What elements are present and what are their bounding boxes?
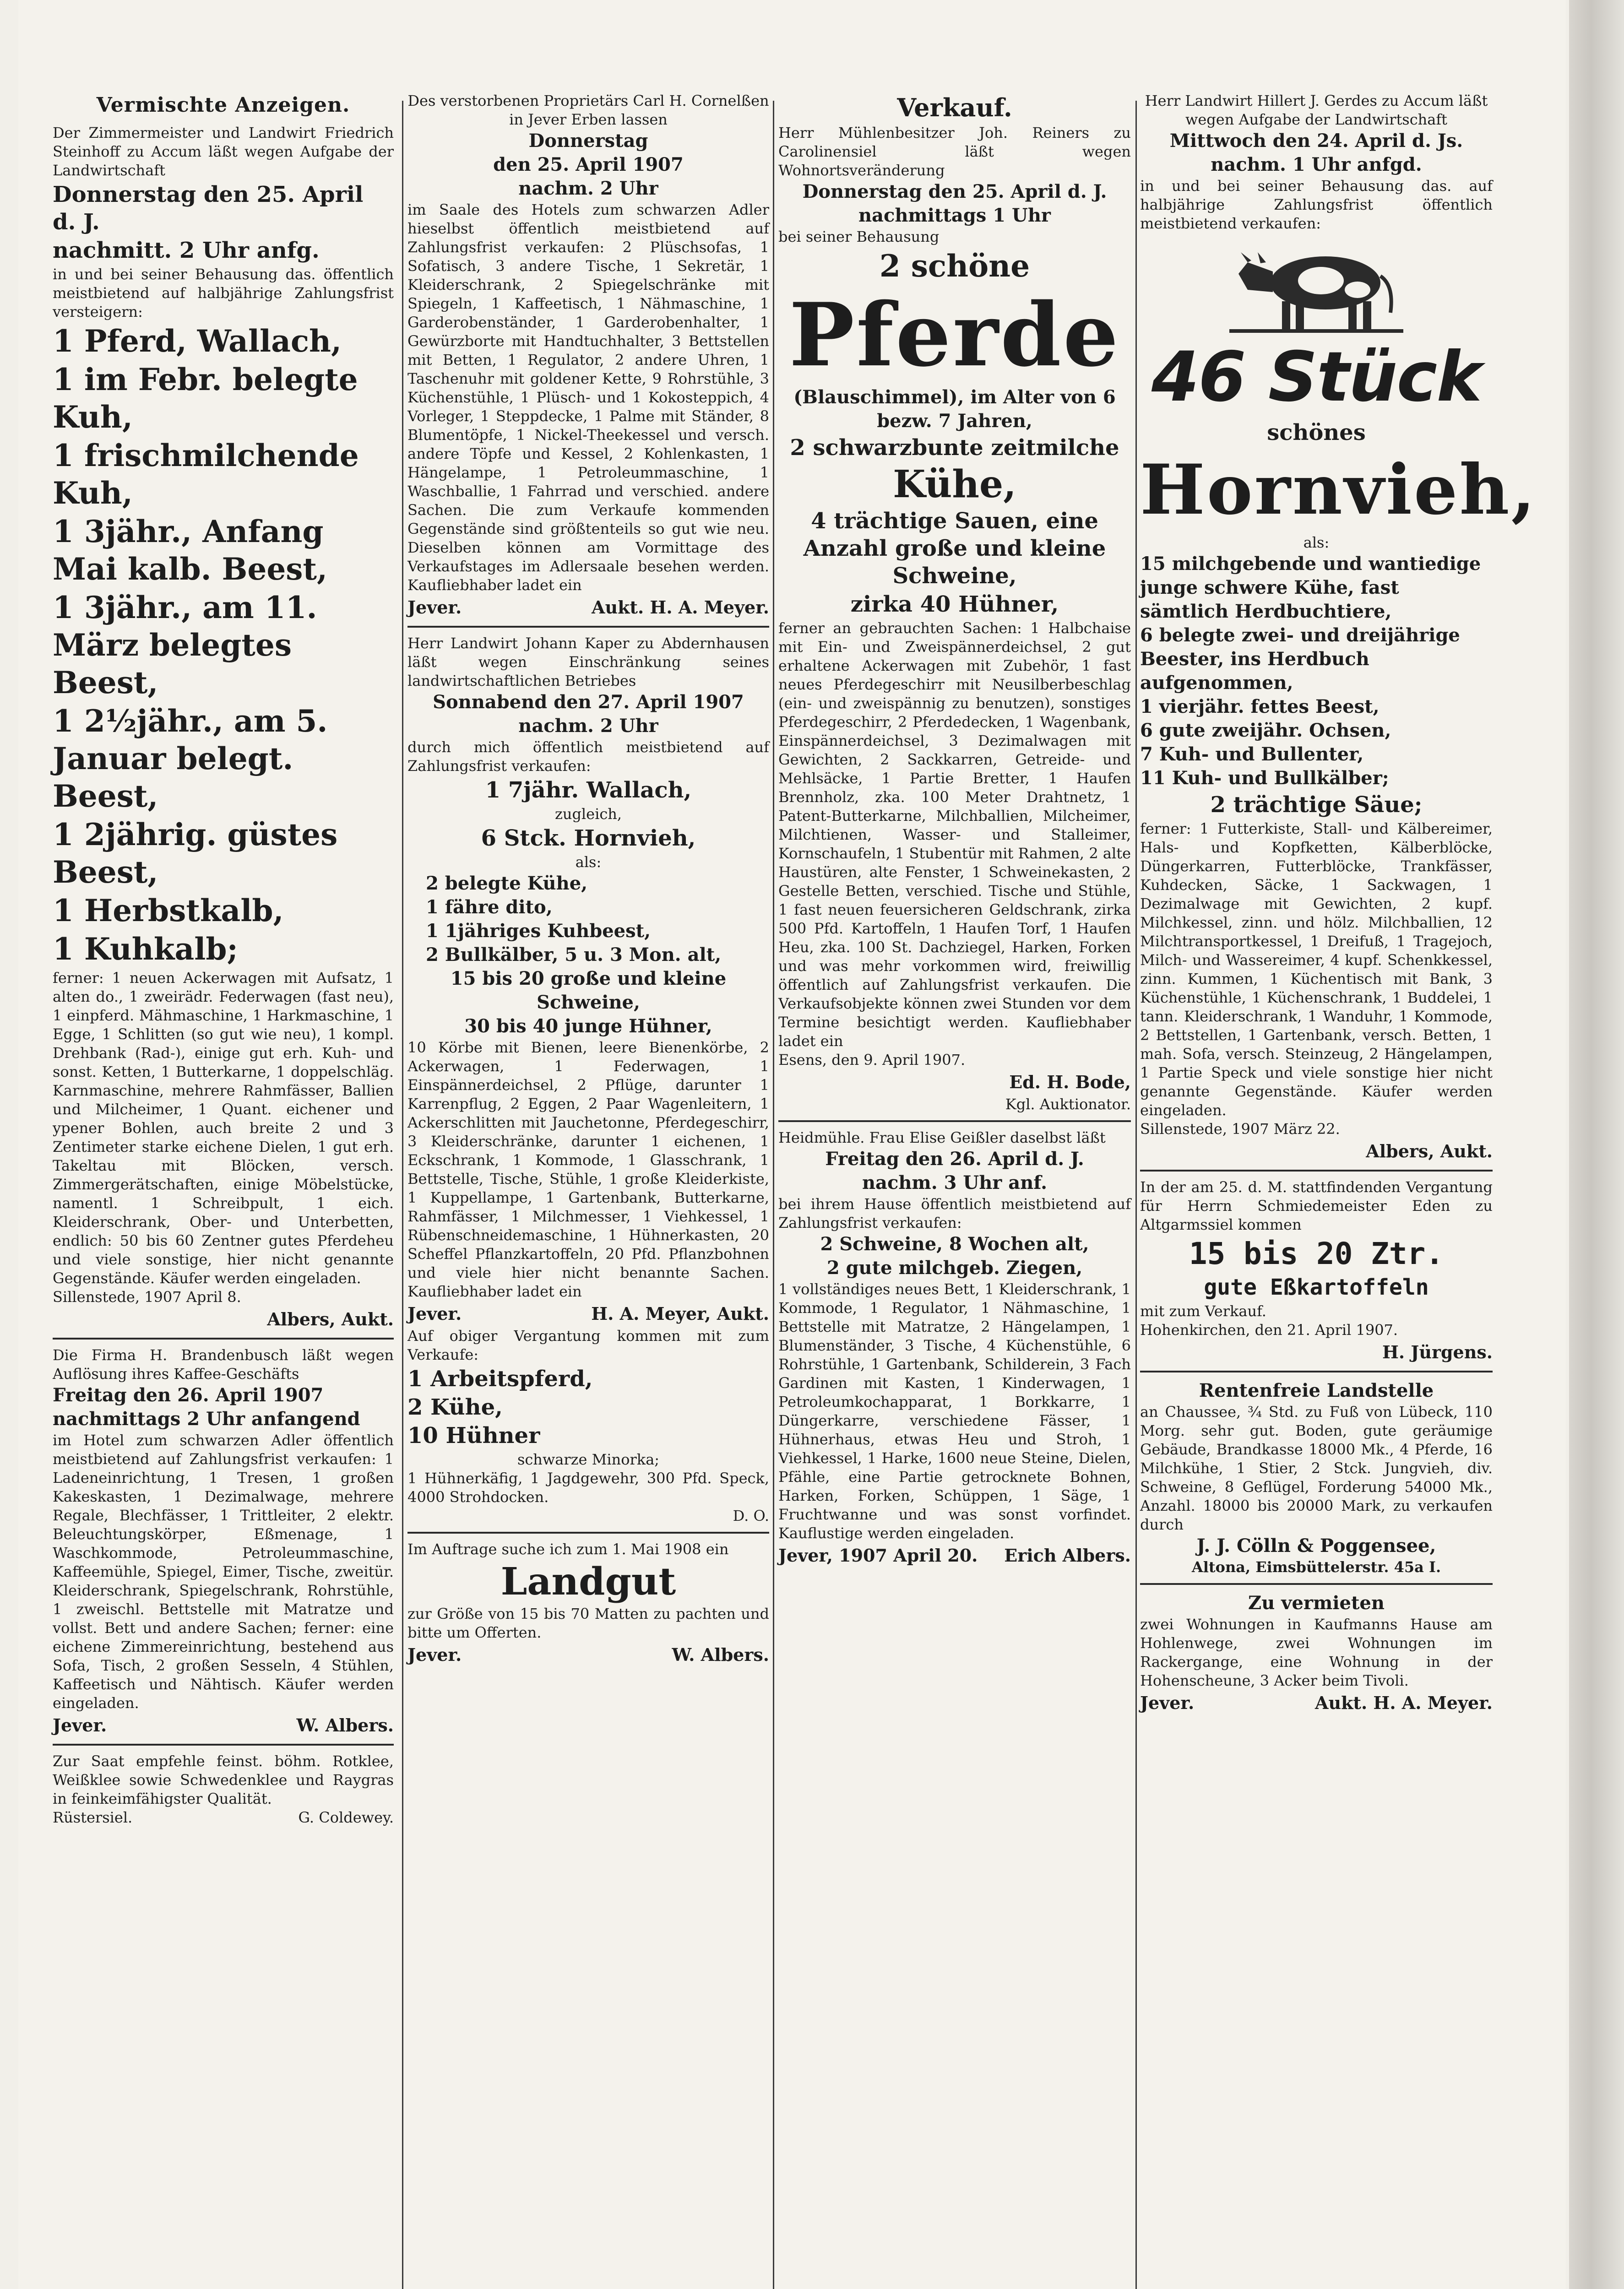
ad-separator bbox=[407, 1532, 769, 1534]
ad-headline: 2 Kühe, bbox=[407, 1394, 503, 1420]
signature-place: Jever. bbox=[53, 1715, 107, 1736]
ad-separator bbox=[1140, 1583, 1493, 1585]
ad-signature bbox=[407, 1302, 769, 1326]
ad-signature bbox=[53, 1808, 394, 1827]
ad-text: durch mich öffentlich meistbietend auf Zahlungsfrist verkaufen: bbox=[407, 738, 769, 775]
signature-name: W. Albers. bbox=[296, 1715, 394, 1736]
ad-time: nachmittags 2 Uhr anfangend bbox=[53, 1408, 360, 1430]
signature-name: Albers, Aukt. bbox=[267, 1309, 394, 1329]
ad-signature bbox=[1140, 1691, 1493, 1715]
ad-subline: schwarze Minorka; bbox=[517, 1451, 660, 1468]
ad-time: nachm. 2 Uhr bbox=[518, 178, 658, 199]
ad-time: nachmitt. 2 Uhr anfg. bbox=[53, 238, 320, 263]
ad-intro: Herr Mühlenbesitzer Joh. Reiners zu Carolinensiel läßt wegen Wohnortsveränderung bbox=[778, 124, 1131, 179]
signature-name: Erich Albers. bbox=[1004, 1545, 1131, 1566]
ad-list-item: 15 milchgebende und wantiedige junge schwere Kühe, fast sämtlich Herdbuchtiere, bbox=[1140, 553, 1481, 622]
ad-headline: 10 Hühner bbox=[407, 1423, 540, 1448]
ad-signature bbox=[407, 596, 769, 619]
ad-item: 1 3jähr., Anfang Mai kalb. Beest, bbox=[53, 514, 327, 587]
ad-signature bbox=[778, 1544, 1131, 1568]
column-rule bbox=[1135, 101, 1137, 2289]
ad-list-item: 2 belegte Kühe, bbox=[426, 873, 588, 894]
ad-rest: zur Größe von 15 bis 70 Matten zu pachten und bitte um Offerten. bbox=[407, 1605, 769, 1641]
ad-steinhoff bbox=[53, 124, 394, 1331]
ad-signature bbox=[1140, 1139, 1493, 1163]
ad-rest: 1 vollständiges neues Bett, 1 Kleiderschrank, 1 Kommode, 1 Regulator, 1 Nähmaschine, 1 Bettstelle mit Matratze, 2 Hängelampen, 1 Blumenständer, 3 Tische, 4 Küchenstühle, 6 Rohrstühle, 1 Gartenbank, Schilderein, 3 Fach Gardinen mit Kasten, 1 Kinderwagen, 1 Petroleumkochapparat, 1 Borkkarre, 1 Düngerkarre, verschiedene Fässer, 1 Hühnerhaus, etwas Heu und Stroh, 1 Viehkessel, 1 Harke, 1600 neue Steine, Dielen, Pfähle, eine Partie getrocknete Bohnen, Harken, Forken, Schüppen, 1 Säge, 1 Fruchtwanne und was sonst vorfindet. Kauflustige werden eingeladen. bbox=[778, 1280, 1131, 1542]
ad-place: Sillenstede, 1907 März 22. bbox=[1140, 1120, 1340, 1138]
ad-headline: Kühe, bbox=[893, 462, 1016, 506]
ad-item: 1 Herbstkalb, bbox=[53, 893, 284, 928]
ad-list-item: 6 gute zweijähr. Ochsen, bbox=[1140, 720, 1391, 741]
cow-illustration bbox=[1229, 239, 1403, 336]
ad-headline: 15 bis 20 große und kleine Schweine, bbox=[450, 968, 727, 1013]
ad-juergens bbox=[1140, 1178, 1493, 1364]
ad-headline: 2 gute milchgeb. Ziegen, bbox=[826, 1257, 1083, 1279]
ad-landgut bbox=[407, 1540, 769, 1667]
ad-signature bbox=[1140, 1340, 1493, 1364]
ad-firm: J. J. Cölln & Poggensee, bbox=[1196, 1535, 1436, 1557]
signature-name: H. A. Meyer, Aukt. bbox=[591, 1303, 769, 1324]
ad-rest: 10 Körbe mit Bienen, leere Bienenkörbe, 2 Ackerwagen, 1 Federwagen, 1 Einspännerdeichsel, 2 Pflüge, darunter 1 Karrenpflug, 2 Eggen, 2 Paar Wagenleitern, 1 Ackerschlitten mit Jauchetonne, Pferdegeschirr, 3 Kleiderschränke, darunter 1 eichenen, 1 Eckschrank, 1 Kommode, 1 Glasschrank, 1 Bettstelle, Tische, Stühle, 1 große Kleiderkiste, 1 Kuppellampe, 1 Gartenbank, Butterkarne, Rahmfässer, 1 Milchmesser, 1 Viehkessel, 1 Rübenschneidemaschine, 1 Hühnerkasten, 20 Scheffel Pflanzkartoffeln, 20 Pfd. Pflanzbohnen und viele hier nicht benannte Sachen. Kaufliebhaber ladet ein bbox=[407, 1039, 769, 1300]
signature-name: Albers, Aukt. bbox=[1366, 1141, 1493, 1161]
ad-headline: 2 trächtige Säue; bbox=[1210, 792, 1423, 818]
ad-text: Auf obiger Vergantung kommen mit zum Verkaufe: bbox=[407, 1327, 769, 1363]
ad-separator bbox=[53, 1338, 394, 1340]
signature-name: Aukt. H. A. Meyer. bbox=[1314, 1692, 1493, 1713]
ad-text: in und bei seiner Behausung das. öffentlich meistbietend auf halbjährige Zahlungsfrist versteigern: bbox=[53, 266, 394, 320]
ad-signature: D. O. bbox=[733, 1507, 769, 1524]
signature-place: Jever. bbox=[407, 1644, 462, 1665]
signature-name: W. Albers. bbox=[672, 1644, 769, 1665]
ad-cornelssen bbox=[407, 92, 769, 619]
signature-place: Rüstersiel. bbox=[53, 1809, 133, 1826]
ad-headline: 2 Schweine, 8 Wochen alt, bbox=[820, 1233, 1089, 1255]
ad-gerdes bbox=[1140, 92, 1537, 1163]
ad-big-headline: 46 Stück bbox=[1151, 337, 1482, 417]
ad-headline: 1 7jähr. Wallach, bbox=[485, 777, 692, 803]
page-spine bbox=[1569, 0, 1624, 2289]
ad-date: Donnerstag den 25. April d. J. bbox=[802, 181, 1107, 202]
ad-list-item: 11 Kuh- und Bullkälber; bbox=[1140, 767, 1389, 789]
ad-date: Donnerstag den 25. April d. J. bbox=[53, 182, 364, 235]
column-rule bbox=[773, 101, 774, 2289]
ad-text: zwei Wohnungen in Kaufmanns Hause am Hohlenwege, zwei Wohnungen im Rackergange, eine Wohnung in der Hohenscheune, 3 Acker beim Tivoli. bbox=[1140, 1616, 1493, 1689]
ad-text: Im Auftrage suche ich zum 1. Mai 1908 ein bbox=[407, 1540, 729, 1558]
column-3 bbox=[778, 92, 1131, 2289]
ad-list-item: 7 Kuh- und Bullenter, bbox=[1140, 743, 1364, 765]
ad-list-item: 1 fähre dito, bbox=[426, 896, 553, 918]
ad-item: 1 3jähr., am 11. März belegtes Beest, bbox=[53, 590, 317, 700]
ad-reiners bbox=[778, 124, 1131, 1114]
ad-headline: zirka 40 Hühner, bbox=[850, 591, 1059, 617]
ad-rest: ferner an gebrauchten Sachen: 1 Halbchaise mit Ein- und Zweispännerdeichsel, 2 gut erhaltene Ackerwagen mit Zubehör, 1 fast neues Pferdegeschirr mit Neusilberbeschlag (ein- und zweispännig zu benutzen), sonstiges Pferdegeschirr, 2 Pferdedecken, 1 Wagenbank, Einspännerdeichsel, 3 Dezimalwagen mit Gewichten, 2 Sackkarren, Getreide- und Mehlsäcke, 1 Partie Bretter, 1 Haufen Brennholz, zka. 100 Meter Drahtnetz, 1 Patent-Butterkarne, Milchballien, Milcheimer, Milchtienen, Wasser- und Stalleimer, Kornschaufeln, 1 Stubentür mit Rahmen, 2 alte Haustüren, alte Fenster, 1 Schweinekasten, 2 Gestelle Betten, verschied. Tische und Stühle, 1 fast neuen feuersicheren Geldschrank, zirka 500 Pfd. Kartoffeln, 1 Haufen Torf, 1 Haufen Heu, zka. 100 St. Dachziegel, Harken, Forken und was mehr vorkommen wird, freiwillig öffentlich auf Zahlungsfrist verkaufen. Die Verkaufsobjekte können zwei Stunden vor dem Termine besichtigt werden. Kaufliebhaber ladet ein bbox=[778, 619, 1131, 1050]
ad-place: Hohenkirchen, den 21. April 1907. bbox=[1140, 1321, 1398, 1339]
ad-time: nachmittags 1 Uhr bbox=[858, 205, 1051, 226]
ad-brandenbusch bbox=[53, 1346, 394, 1737]
ad-item: 1 im Febr. belegte Kuh, bbox=[53, 362, 358, 435]
ad-rest: 1 Hühnerkäfig, 1 Jagdgewehr, 300 Pfd. Speck, 4000 Strohdocken. bbox=[407, 1470, 769, 1506]
ad-signature bbox=[53, 1307, 394, 1331]
ad-place: Sillenstede, 1907 April 8. bbox=[53, 1288, 241, 1306]
ad-signature bbox=[407, 1643, 769, 1667]
ad-intro: Der Zimmermeister und Landwirt Friedrich Steinhoff zu Accum läßt wegen Aufgabe der Landwirtschaft bbox=[53, 124, 394, 179]
signature-place: Jever. bbox=[407, 1303, 462, 1324]
ad-huge-headline: Hornvieh, bbox=[1140, 450, 1537, 530]
ad-huge-headline: Pferde bbox=[789, 284, 1120, 386]
ad-item: 1 Pferd, Wallach, bbox=[53, 323, 342, 359]
signature-name: Ed. H. Bode, bbox=[1009, 1072, 1131, 1092]
signature-place: Jever. bbox=[1140, 1692, 1195, 1713]
ad-headline: Zu vermieten bbox=[1248, 1592, 1385, 1614]
ad-text: im Saale des Hotels zum schwarzen Adler hieselbst öffentlich meistbietend auf Zahlungsfrist verkaufen: 2 Plüschsofas, 1 Sofatisch, 3 andere Tische, 1 Sekretär, 1 Kleiderschrank, 2 Spiegelschränke mit Spiegeln, 1 Kaffeetisch, 1 Nähmaschine, 1 Garderobenständer, 1 Garderobenhalter, 1 Gewürzborte mit Handtuchhalter, 3 Bettstellen mit Betten, 1 Regulator, 2 andere Uhren, 1 Taschenuhr mit goldener Kette, 9 Rohrstühle, 3 Küchenstühle, 1 Plüsch- und 1 Kokosteppich, 4 Vorleger, 1 Steppdecke, 1 Palme mit Ständer, 8 Blumentöpfe, 1 Nickel-Theekessel und versch. andere Töpfe und Kessel, 2 Kohlenkasten, 1 Hängelampe, 1 Petroleummaschine, 1 Waschballie, 1 Fahrrad und verschied. andere Sachen. Die zum Verkaufe kommenden Gegenstände sind größtenteils so gut wie neu. Dieselben können am Vormittage des Verkaufstages im Adlersaale besehen werden. Kaufliebhaber ladet ein bbox=[407, 201, 769, 594]
ad-item: 1 2jährig. güstes Beest, bbox=[53, 817, 338, 890]
ad-headline: 15 bis 20 Ztr. bbox=[1189, 1236, 1444, 1271]
ad-subline: schönes bbox=[1267, 420, 1366, 445]
ad-place: Esens, den 9. April 1907. bbox=[778, 1051, 966, 1069]
ad-list-item: 2 Bullkälber, 5 u. 3 Mon. alt, bbox=[426, 944, 722, 966]
ad-time: nachm. 2 Uhr bbox=[518, 715, 658, 737]
ad-item: 1 2½jähr., am 5. Januar belegt. Beest, bbox=[53, 703, 328, 814]
ad-date: Donnerstag bbox=[528, 130, 648, 152]
ad-signature bbox=[778, 1070, 1131, 1094]
ad-headline: 6 Stck. Hornvieh, bbox=[481, 825, 696, 851]
ad-intro: Herr Landwirt Hillert J. Gerdes zu Accum läßt wegen Aufgabe der Landwirtschaft bbox=[1145, 92, 1488, 128]
column-2 bbox=[407, 92, 769, 2289]
signature-name: Aukt. H. A. Meyer. bbox=[591, 597, 769, 618]
ad-headline: 4 trächtige Sauen, eine Anzahl große und kleine Schweine, bbox=[803, 508, 1106, 589]
signature-name: G. Coldewey. bbox=[298, 1809, 394, 1826]
ad-subline: (Blauschimmel), im Alter von 6 bezw. 7 Jahren, bbox=[793, 386, 1116, 432]
ad-rest: ferner: 1 Futterkiste, Stall- und Kälbereimer, Hals- und Kopfketten, Kälberblöcke, Düngerkarren, Futterblöcke, Trankfässer, Kuhdecken, Säcke, 1 Sackwagen, 1 Dezimalwage mit Gewichten, 2 kupf. Milchkessel, zinn. und hölz. Milchballien, 12 Milchtransportkessel, 1 Dreifuß, 1 Tragejoch, Milch- und Wassereimer, 4 kupf. Schenkkessel, zinn. Kummen, 1 Küchentisch mit Bank, 3 Küchenstühle, 1 Küchenschrank, 1 Buddelei, 1 tann. Kleiderschrank, 1 Wanduhr, 1 Kommode, 2 Bettstellen, 1 Gartenbank, versch. Betten, 1 mah. Sofa, versch. Steinzeug, 2 Hängelampen, 1 Partie Speck und viele sonstige hier nicht genannte Gegenstände. Käufer werden eingeladen. bbox=[1140, 820, 1493, 1119]
ad-date: Freitag den 26. April d. J. bbox=[825, 1148, 1084, 1170]
column-rule bbox=[402, 101, 403, 2289]
ad-time: nachm. 3 Uhr anf. bbox=[862, 1172, 1048, 1193]
ad-rest: ferner: 1 neuen Ackerwagen mit Aufsatz, 1 alten do., 1 zweirädr. Federwagen (fast neu), 1 einpferd. Mähmaschine, 1 Harkmaschine, 1 Egge, 1 Schlitten (so gut wie neu), 1 kompl. Drehbank (Rad-), einige gut erh. Kuh- und sonst. Ketten, 1 Butterkarne, 1 doppelschläg. Karnmaschine, mehrere Rahmfässer, Ballien und Milcheimer, 1 Quant. eichener und ypener Bohlen, auch breite 2 und 3 Zentimeter starke eichene Dielen, 1 gut erh. Takeltau mit Blöcken, versch. Zimmergerätschaften, einige Möbelstücke, namentl. 1 Schreibpult, 1 eich. Kleiderschrank, Ober- und Unterbetten, endlich: 50 bis 60 Zentner gutes Pferdeheu und viele sonstige, hier nicht genannte Gegenstände. Käufer werden eingeladen. bbox=[53, 969, 394, 1287]
ad-kaper bbox=[407, 634, 769, 1525]
ad-headline: Landgut bbox=[500, 1560, 676, 1604]
ad-vermieten bbox=[1140, 1591, 1493, 1715]
ad-intro: Heidmühle. Frau Elise Geißler daselbst läßt bbox=[778, 1129, 1106, 1146]
column-1 bbox=[53, 92, 394, 2289]
ad-landstelle bbox=[1140, 1379, 1493, 1577]
ad-headline: 2 schwarzbunte zeitmilche bbox=[790, 435, 1119, 461]
ad-coldewey bbox=[53, 1752, 394, 1827]
ad-headline: 1 Arbeitspferd, bbox=[407, 1366, 593, 1392]
ad-list-item: 6 belegte zwei- und dreijährige Beester, ins Herdbuch aufgenommen, bbox=[1140, 624, 1460, 694]
section-title: Verkauf. bbox=[897, 93, 1012, 122]
section-title: Vermischte Anzeigen. bbox=[96, 93, 350, 117]
newspaper-page bbox=[18, 0, 1566, 2289]
ad-separator bbox=[407, 626, 769, 628]
ad-intro: In der am 25. d. M. stattfindenden Vergantung für Herrn Schmiedemeister Eden zu Altgarmssiel kommen bbox=[1140, 1178, 1493, 1233]
column-4 bbox=[1140, 92, 1537, 2289]
ad-item: 1 Kuhkalb; bbox=[53, 931, 238, 967]
ad-text: mit zum Verkauf. bbox=[1140, 1302, 1266, 1320]
ad-address: Altona, Eimsbüttelerstr. 45a I. bbox=[1191, 1558, 1441, 1576]
ad-intro: Herr Landwirt Johann Kaper zu Abdernhausen läßt wegen Einschränkung seines landwirtschaftlichen Betriebes bbox=[407, 635, 769, 689]
ad-text: an Chaussee, ¾ Std. zu Fuß von Lübeck, 110 Morg. sehr gut. Boden, gute geräumige Gebäude, Brandkasse 18000 Mk., 4 Pferde, 16 Milchkühe, 1 Stier, 2 Stck. Jungvieh, div. Schweine, 8 Geflügel, Forderung 54000 Mk., Anzahl. 18000 bis 20000 Mark, zu verkaufen durch bbox=[1140, 1403, 1493, 1533]
ad-date: Mittwoch den 24. April d. Js. bbox=[1169, 130, 1463, 152]
ad-headline: Rentenfreie Landstelle bbox=[1199, 1380, 1434, 1401]
ad-text: bei seiner Behausung bbox=[778, 228, 940, 245]
ad-text: bei ihrem Hause öffentlich meistbietend auf Zahlungsfrist verkaufen: bbox=[778, 1195, 1131, 1231]
ad-subline: als: bbox=[1303, 534, 1330, 551]
ad-date: Freitag den 26. April 1907 bbox=[53, 1384, 324, 1406]
ad-headline: gute Eßkartoffeln bbox=[1204, 1275, 1429, 1300]
signature-name: H. Jürgens. bbox=[1382, 1342, 1493, 1362]
ad-subline: zugleich, bbox=[554, 805, 622, 823]
ad-separator bbox=[1140, 1371, 1493, 1372]
ad-list-item: 1 vierjähr. fettes Beest, bbox=[1140, 696, 1380, 717]
signature-title: Kgl. Auktionator. bbox=[1005, 1096, 1131, 1113]
ad-headline: 30 bis 40 junge Hühner, bbox=[464, 1015, 712, 1037]
ad-time: nachm. 1 Uhr anfgd. bbox=[1211, 154, 1422, 175]
signature-place: Jever. bbox=[407, 597, 462, 618]
ad-separator bbox=[1140, 1170, 1493, 1172]
ad-text: im Hotel zum schwarzen Adler öffentlich meistbietend auf Zahlungsfrist verkaufen: 1 Ladeneinrichtung, 1 Tresen, 1 großen Kakeskasten, 1 Dezimalwage, mehrere Regale, Blechfässer, 1 Trittleiter, 2 elektr. Beleuchtungskörper, Eßmenage, 1 Waschkommode, Petroleummaschine, Kaffeemühle, Spiegel, Eimer, Tische, zweitür. Kleiderschrank, Spiegelschrank, Rohrstühle, 1 zweischl. Bettstelle mit Matratze und vollst. Bett und andere Sachen; ferner: eine eichene Zimmereinrichtung, bestehend aus Sofa, Tisch, 2 großen Sesseln, 4 Stühlen, Kaffeetisch und Nähtisch. Käufer werden eingeladen. bbox=[53, 1432, 394, 1712]
ad-item: 1 frischmilchende Kuh, bbox=[53, 438, 359, 511]
signature-place: Jever, 1907 April 20. bbox=[778, 1545, 978, 1566]
ad-list-item: 1 1jähriges Kuhbeest, bbox=[426, 920, 651, 942]
ad-subline: als: bbox=[575, 853, 602, 871]
ad-separator bbox=[778, 1120, 1131, 1122]
ad-geissler bbox=[778, 1128, 1131, 1568]
ad-signature bbox=[53, 1714, 394, 1737]
ad-date: Sonnabend den 27. April 1907 bbox=[433, 691, 744, 713]
ad-separator bbox=[53, 1744, 394, 1746]
ad-headline: 2 schöne bbox=[879, 248, 1030, 284]
ad-intro: Die Firma H. Brandenbusch läßt wegen Auflösung ihres Kaffee-Geschäfts bbox=[53, 1346, 394, 1383]
ad-text: in und bei seiner Behausung das. auf halbjährige Zahlungsfrist öffentlich meistbietend verkaufen: bbox=[1140, 177, 1493, 232]
ad-date: den 25. April 1907 bbox=[493, 154, 684, 175]
ad-text: Zur Saat empfehle feinst. böhm. Rotklee, Weißklee sowie Schwedenklee und Raygras in feinkeimfähigster Qualität. bbox=[53, 1752, 394, 1807]
ad-intro: Des verstorbenen Proprietärs Carl H. Cornelßen in Jever Erben lassen bbox=[407, 92, 769, 128]
